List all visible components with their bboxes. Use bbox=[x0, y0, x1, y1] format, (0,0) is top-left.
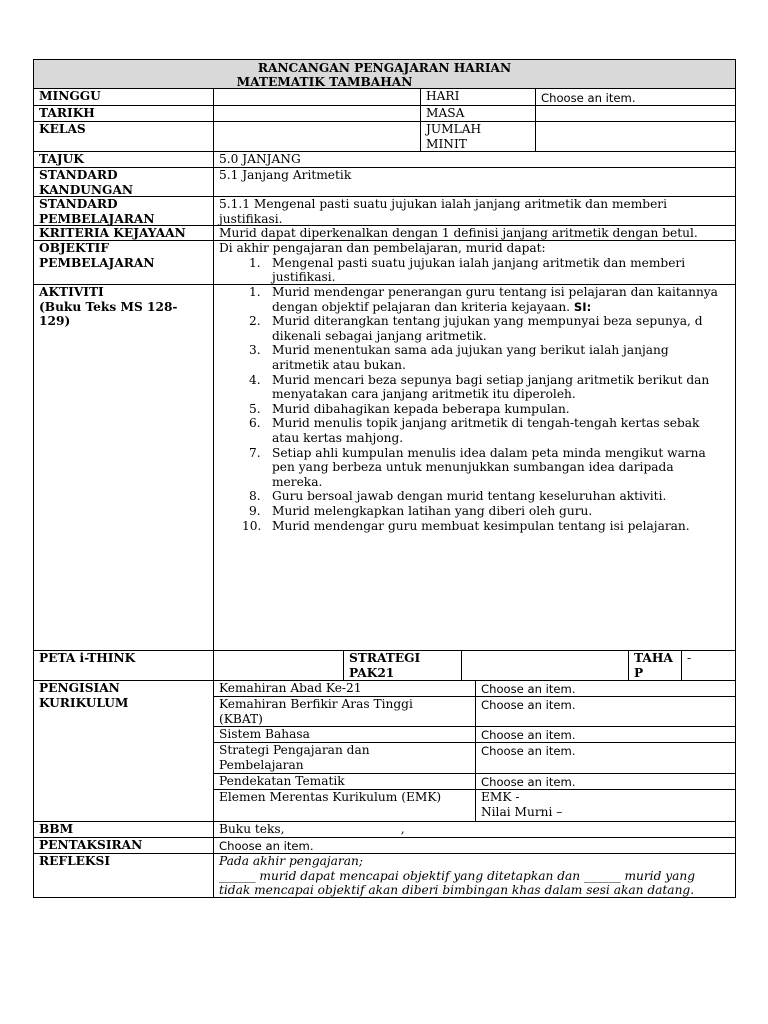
label-bbm: BBM bbox=[33, 821, 214, 838]
form-title: RANCANGAN PENGAJARAN HARIAN bbox=[257, 61, 512, 75]
aktiviti-item: 4. Murid mencari beza sepunya bagi setiap janjang aritmetik berikut dan menyatakan cara janjang aritmetik itu diperoleh. bbox=[249, 372, 710, 402]
label-aktiviti: AKTIVITI bbox=[39, 285, 104, 299]
aktiviti-item: 8. Guru bersoal jawab dengan murid tentang keseluruhan aktiviti. bbox=[249, 489, 667, 504]
aktiviti-cell bbox=[213, 284, 736, 651]
pengisian-label: Sistem Bahasa bbox=[213, 726, 476, 743]
label-pengisian-kurikulum: PENGISIAN KURIKULUM bbox=[33, 680, 214, 822]
label-tahap: TAHAP bbox=[628, 650, 682, 681]
tahap-value: - bbox=[681, 650, 736, 681]
aktiviti-item: 1. Murid mendengar penerangan guru tentang isi pelajaran dan kaitannya dengan objektif pelajaran dan kriteria kejayaan. SI: bbox=[249, 285, 718, 314]
aktiviti-item: 6. Murid menulis topik janjang aritmetik di tengah-tengah kertas sebak atau kertas mahjong. bbox=[249, 416, 700, 445]
label-tajuk: TAJUK bbox=[33, 151, 214, 168]
tajuk-value: 5.0 JANJANG bbox=[213, 151, 736, 168]
refleksi-cell bbox=[213, 853, 736, 898]
objektif-cell bbox=[213, 240, 736, 285]
label-standard-kandungan: STANDARD KANDUNGAN bbox=[33, 167, 214, 197]
refleksi-line2: ______ murid dapat mencapai objektif yang ditetapkan dan ______ murid yang tidak mencapai objektif akan diberi bimbingan khas dalam sesi akan datang. bbox=[219, 868, 696, 898]
pengisian-dropdown[interactable]: Choose an item. bbox=[475, 773, 736, 790]
aktiviti-item: 5. Murid dibahagikan kepada beberapa kumpulan. bbox=[249, 401, 570, 416]
refleksi-line1: Pada akhir pengajaran; bbox=[219, 854, 363, 868]
kelas-field[interactable] bbox=[213, 121, 421, 152]
hari-dropdown[interactable]: Choose an item. bbox=[535, 88, 736, 106]
pengisian-label: Pendekatan Tematik bbox=[213, 773, 476, 790]
aktiviti-item: 3. Murid menentukan sama ada jujukan yang berikut ialah janjang aritmetik atau bukan. bbox=[249, 343, 669, 372]
objektif-intro: Di akhir pengajaran dan pembelajaran, murid dapat: bbox=[219, 241, 546, 255]
kriteria-kejayaan-value: Murid dapat diperkenalkan dengan 1 definisi janjang aritmetik dengan betul. bbox=[213, 225, 736, 241]
label-kelas: KELAS bbox=[33, 121, 214, 152]
label-pentaksiran: PENTAKSIRAN bbox=[33, 837, 214, 854]
label-masa: MASA bbox=[420, 105, 536, 122]
emk-value: EMK - bbox=[481, 790, 520, 804]
pengisian-label: Kemahiran Berfikir Aras Tinggi (KBAT) bbox=[213, 696, 476, 727]
aktiviti-item: 7. Setiap ahli kumpulan menulis idea dalam peta minda mengikut warna pen yang berbeza untuk menunjukkan sumbangan idea daripada mereka. bbox=[249, 445, 706, 489]
jumlah-minit-field[interactable] bbox=[535, 121, 736, 152]
aktiviti-item: 9. Murid melengkapkan latihan yang diberi oleh guru. bbox=[249, 503, 593, 518]
pengisian-label: Strategi Pengajaran dan Pembelajaran bbox=[213, 742, 476, 774]
aktiviti-list bbox=[219, 285, 727, 533]
pentaksiran-dropdown[interactable]: Choose an item. bbox=[213, 837, 736, 854]
form-subject: MATEMATIK TAMBAHAN bbox=[236, 75, 413, 89]
standard-kandungan-value: 5.1 Janjang Aritmetik bbox=[213, 167, 736, 197]
emk-cell bbox=[475, 789, 736, 822]
aktiviti-item: 2. Murid diterangkan tentang jujukan yang mempunyai beza sepunya, d dikenali sebagai janjang aritmetik. bbox=[249, 314, 703, 343]
pengisian-dropdown[interactable]: Choose an item. bbox=[475, 680, 736, 697]
minggu-field[interactable] bbox=[213, 88, 421, 106]
form-header bbox=[33, 59, 736, 89]
label-hari: HARI bbox=[420, 88, 536, 106]
masa-field[interactable] bbox=[535, 105, 736, 122]
label-tarikh: TARIKH bbox=[33, 105, 214, 122]
pengisian-dropdown[interactable]: Choose an item. bbox=[475, 742, 736, 774]
nilai-murni-value: Nilai Murni – bbox=[481, 804, 563, 819]
pengisian-dropdown[interactable]: Choose an item. bbox=[475, 696, 736, 727]
label-standard-pembelajaran: STANDARD PEMBELAJARAN bbox=[33, 196, 214, 226]
label-refleksi: REFLEKSI bbox=[33, 853, 214, 898]
strategi-pak21-field[interactable] bbox=[461, 650, 629, 681]
bbm-value: Buku teks, , bbox=[213, 821, 736, 838]
si-label: SI: bbox=[573, 299, 592, 314]
pengisian-dropdown[interactable]: Choose an item. bbox=[475, 726, 736, 743]
label-peta-ithink: PETA i-THINK bbox=[33, 650, 214, 681]
peta-ithink-field[interactable] bbox=[213, 650, 344, 681]
label-jumlah-minit: JUMLAH MINIT bbox=[420, 121, 536, 152]
label-objektif-pembelajaran: OBJEKTIF PEMBELAJARAN bbox=[33, 240, 214, 285]
standard-pembelajaran-value: 5.1.1 Mengenal pasti suatu jujukan ialah janjang aritmetik dan memberi justifikasi. bbox=[213, 196, 736, 226]
label-strategi-pak21: STRATEGI PAK21 bbox=[343, 650, 462, 681]
pengisian-label: Elemen Merentas Kurikulum (EMK) bbox=[213, 789, 476, 822]
label-aktiviti-sub: (Buku Teks MS 128-129) bbox=[39, 299, 178, 329]
label-minggu: MINGGU bbox=[33, 88, 214, 106]
pengisian-label: Kemahiran Abad Ke-21 bbox=[213, 680, 476, 697]
label-kriteria-kejayaan: KRITERIA KEJAYAAN bbox=[33, 225, 214, 241]
aktiviti-label-cell bbox=[33, 284, 214, 651]
objektif-item: 1. Mengenal pasti suatu jujukan ialah janjang aritmetik dan memberi justifikasi. bbox=[249, 255, 686, 285]
tarikh-field[interactable] bbox=[213, 105, 421, 122]
aktiviti-item: 10. Murid mendengar guru membuat kesimpulan tentang isi pelajaran. bbox=[242, 518, 690, 533]
